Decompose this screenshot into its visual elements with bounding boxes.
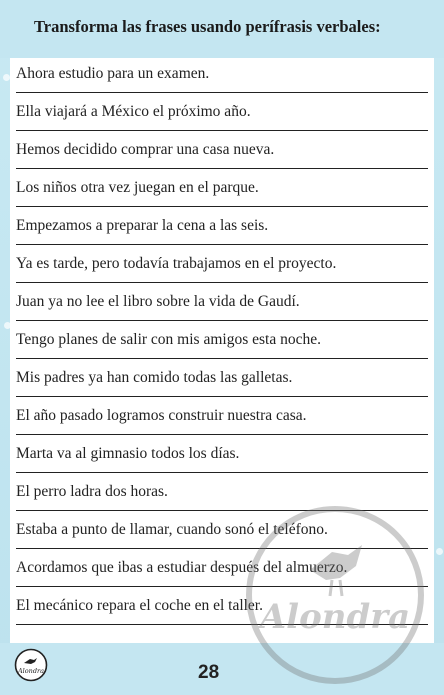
- exercise-row: [10, 58, 434, 96]
- answer-line[interactable]: [16, 320, 428, 321]
- decor-dot: [436, 548, 443, 555]
- exercise-row: [10, 248, 434, 286]
- exercise-list: [10, 58, 434, 628]
- answer-line[interactable]: [16, 206, 428, 207]
- exercise-sentence: Mis padres ya han comido todas las galletas.: [16, 369, 293, 386]
- exercise-sentence: Acordamos que ibas a estudiar después del almuerzo.: [16, 559, 348, 576]
- watermark-text: Alondra: [259, 597, 411, 637]
- answer-line[interactable]: [16, 92, 428, 93]
- exercise-sentence: El perro ladra dos horas.: [16, 483, 168, 500]
- exercise-sentence: El año pasado logramos construir nuestra casa.: [16, 407, 307, 424]
- page-title: Transforma las frases usando perífrasis verbales:: [34, 17, 381, 36]
- exercise-row: [10, 590, 434, 628]
- exercise-sentence: Marta va al gimnasio todos los días.: [16, 445, 240, 462]
- alondra-logo-icon: [14, 648, 48, 682]
- exercise-sentence: Tengo planes de salir con mis amigos esta noche.: [16, 331, 321, 348]
- exercise-row: [10, 172, 434, 210]
- exercise-row: [10, 286, 434, 324]
- answer-line[interactable]: [16, 586, 428, 587]
- answer-line[interactable]: [16, 244, 428, 245]
- exercise-row: [10, 476, 434, 514]
- header-band: [0, 0, 444, 58]
- exercise-row: [10, 362, 434, 400]
- exercise-row: [10, 96, 434, 134]
- exercise-sentence: El mecánico repara el coche en el taller.: [16, 597, 263, 614]
- answer-line[interactable]: [16, 130, 428, 131]
- answer-line[interactable]: [16, 282, 428, 283]
- exercise-row: [10, 438, 434, 476]
- exercise-sentence: Los niños otra vez juegan en el parque.: [16, 179, 259, 196]
- exercise-row: [10, 134, 434, 172]
- exercise-row: [10, 514, 434, 552]
- logo-text: Alondra: [17, 667, 45, 675]
- exercise-sentence: Ella viajará a México el próximo año.: [16, 103, 251, 120]
- exercise-sentence: Empezamos a preparar la cena a las seis.: [16, 217, 269, 234]
- exercise-row: [10, 210, 434, 248]
- page-number: 28: [198, 662, 220, 683]
- answer-line[interactable]: [16, 434, 428, 435]
- decor-dot: [3, 74, 10, 81]
- exercise-row: [10, 324, 434, 362]
- exercise-row: [10, 400, 434, 438]
- exercise-sentence: Hemos decidido comprar una casa nueva.: [16, 141, 275, 158]
- footer-band: [0, 643, 444, 695]
- answer-line[interactable]: [16, 168, 428, 169]
- exercise-sentence: Ahora estudio para un examen.: [16, 65, 210, 82]
- exercise-sentence: Juan ya no lee el libro sobre la vida de Gaudí.: [16, 293, 300, 310]
- exercise-sentence: Ya es tarde, pero todavía trabajamos en el proyecto.: [16, 255, 337, 272]
- answer-line[interactable]: [16, 472, 428, 473]
- answer-line[interactable]: [16, 510, 428, 511]
- answer-line[interactable]: [16, 396, 428, 397]
- exercise-row: [10, 552, 434, 590]
- answer-line[interactable]: [16, 358, 428, 359]
- exercise-sentence: Estaba a punto de llamar, cuando sonó el teléfono.: [16, 521, 328, 538]
- answer-line[interactable]: [16, 548, 428, 549]
- answer-line[interactable]: [16, 624, 428, 625]
